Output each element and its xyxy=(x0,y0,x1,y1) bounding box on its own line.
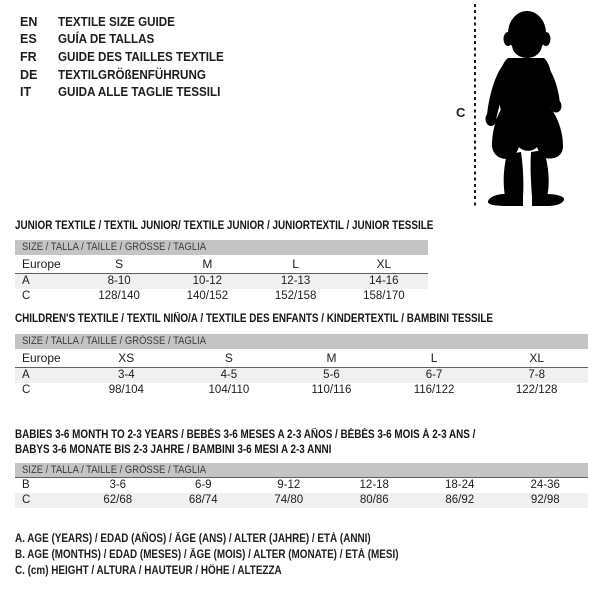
table-header-bar xyxy=(15,463,588,478)
section-heading-text: CHILDREN'S TEXTILE / TEXTIL NIÑO/A / TEXTILE DES ENFANTS / KINDERTEXTIL / BAMBINI TESSILE xyxy=(15,313,494,325)
row-label: Europe xyxy=(22,257,61,271)
language-title-block xyxy=(20,13,236,101)
table-rows xyxy=(15,349,588,398)
language-code: DE xyxy=(20,67,38,82)
table-row xyxy=(15,383,588,398)
row-label: C xyxy=(22,494,31,506)
language-title: GUIDE DES TAILLES TEXTILE xyxy=(58,49,224,64)
row-label: B xyxy=(22,479,30,491)
size-value: M xyxy=(202,257,213,271)
size-value: 4-5 xyxy=(220,369,238,381)
section-heading-text: BABYS 3-6 MONATE BIS 2-3 JAHRE / BAMBINI 3-6 MESI A 2-3 ANNI xyxy=(15,444,332,456)
table-row xyxy=(15,349,588,368)
section-heading xyxy=(15,312,588,327)
size-value: 18-24 xyxy=(445,479,475,491)
section-heading-text: BABIES 3-6 MONTH TO 2-3 YEARS / BEBÉS 3-6 MESES A 2-3 AÑOS / BÉBÉS 3-6 MOIS À 2-3 ANS / xyxy=(15,429,476,441)
size-value: L xyxy=(430,351,438,365)
size-value: 98/104 xyxy=(108,384,144,396)
section-childrens-textile xyxy=(15,312,588,398)
size-value: 12-18 xyxy=(359,479,389,491)
size-value: XL xyxy=(376,257,392,271)
section-heading-line xyxy=(15,443,588,458)
size-table xyxy=(15,334,588,398)
language-row xyxy=(20,66,236,84)
table-row xyxy=(15,478,588,493)
section-heading-line xyxy=(15,312,588,327)
size-value: S xyxy=(115,257,124,271)
footnotes xyxy=(15,531,461,579)
table-rows xyxy=(15,255,428,304)
footnote-text: B. AGE (MONTHS) / EDAD (MESES) / ÂGE (MOIS) / ALTER (MONATE) / ETÀ (MESI) xyxy=(15,549,399,561)
size-value: 3-4 xyxy=(117,369,135,381)
language-code: EN xyxy=(20,14,38,29)
size-value: 92/98 xyxy=(530,494,560,506)
footnote-line xyxy=(15,563,461,579)
row-label: A xyxy=(22,369,30,381)
table-header-label: SIZE / TALLA / TAILLE / GRÖSSE / TAGLIA xyxy=(22,335,207,347)
baby-silhouette-icon xyxy=(483,6,568,206)
table-rows xyxy=(15,478,588,508)
size-value: 122/128 xyxy=(515,384,558,396)
size-value: 8-10 xyxy=(107,275,131,287)
size-value: 14-16 xyxy=(369,275,399,287)
size-value: M xyxy=(326,351,337,365)
size-value: 110/116 xyxy=(311,384,352,396)
footnote-text: C. (cm) HEIGHT / ALTURA / HAUTEUR / HÖHE / ALTEZZA xyxy=(15,565,282,577)
size-value: 6-7 xyxy=(425,369,443,381)
height-measure-label: C xyxy=(456,105,466,120)
size-value: 3-6 xyxy=(109,479,127,491)
row-label: A xyxy=(22,275,30,287)
size-value: S xyxy=(224,351,233,365)
language-row xyxy=(20,31,236,49)
table-row xyxy=(15,289,428,304)
section-heading xyxy=(15,219,434,234)
size-value: 116/122 xyxy=(413,384,455,396)
table-row xyxy=(15,493,588,508)
section-heading-text: JUNIOR TEXTILE / TEXTIL JUNIOR/ TEXTILE JUNIOR / JUNIORTEXTIL / JUNIOR TESSILE xyxy=(15,220,434,232)
language-title: TEXTILE SIZE GUIDE xyxy=(58,14,175,29)
footnote-line xyxy=(15,547,461,563)
table-header-bar xyxy=(15,240,428,255)
size-value: 6-9 xyxy=(194,479,212,491)
language-code: IT xyxy=(20,85,32,100)
size-value: 7-8 xyxy=(528,369,545,381)
section-heading-line xyxy=(15,219,434,234)
size-value: 62/68 xyxy=(103,494,133,506)
size-value: XL xyxy=(529,351,545,365)
size-value: 152/158 xyxy=(274,290,317,302)
row-label: C xyxy=(22,384,31,396)
size-value: 74/80 xyxy=(274,494,304,506)
size-value: 10-12 xyxy=(192,275,223,287)
language-title: GUÍA DE TALLAS xyxy=(58,32,155,47)
row-label: C xyxy=(22,290,31,302)
language-title: GUIDA ALLE TAGLIE TESSILI xyxy=(58,85,221,100)
language-code: ES xyxy=(20,32,37,47)
section-heading xyxy=(15,428,588,458)
size-value: L xyxy=(292,257,299,271)
footnote-line xyxy=(15,531,461,547)
size-value: 128/140 xyxy=(98,290,140,302)
language-row xyxy=(20,48,236,66)
size-value: 80/86 xyxy=(359,494,389,506)
table-header-label: SIZE / TALLA / TAILLE / GRÖSSE / TAGLIA xyxy=(22,464,207,476)
size-value: 104/110 xyxy=(208,384,250,396)
size-value: 24-36 xyxy=(530,479,560,491)
size-value: 12-13 xyxy=(280,275,311,287)
footnote-text: A. AGE (YEARS) / EDAD (AÑOS) / ÂGE (ANS) / ALTER (JAHRE) / ETÀ (ANNI) xyxy=(15,533,371,545)
table-row xyxy=(15,274,428,289)
table-header-bar xyxy=(15,334,588,349)
language-row xyxy=(20,83,236,101)
section-heading-line xyxy=(15,428,588,443)
table-row xyxy=(15,255,428,274)
size-value: 158/170 xyxy=(363,290,405,302)
size-value: XS xyxy=(118,351,135,365)
size-value: 9-12 xyxy=(277,479,301,491)
section-junior-textile xyxy=(15,219,434,304)
size-table xyxy=(15,240,428,304)
language-title: TEXTILGRÖßENFÜHRUNG xyxy=(58,67,206,82)
height-measure-dashed-line xyxy=(474,4,476,206)
table-row xyxy=(15,368,588,383)
language-code: FR xyxy=(20,49,37,64)
table-header-label: SIZE / TALLA / TAILLE / GRÖSSE / TAGLIA xyxy=(22,241,207,253)
size-value: 68/74 xyxy=(188,494,218,506)
size-table xyxy=(15,463,588,508)
language-row xyxy=(20,13,236,31)
size-value: 86/92 xyxy=(445,494,475,506)
section-babies-textile xyxy=(15,428,588,508)
size-value: 140/152 xyxy=(186,290,229,302)
size-value: 5-6 xyxy=(323,369,340,381)
row-label: Europe xyxy=(22,351,61,365)
